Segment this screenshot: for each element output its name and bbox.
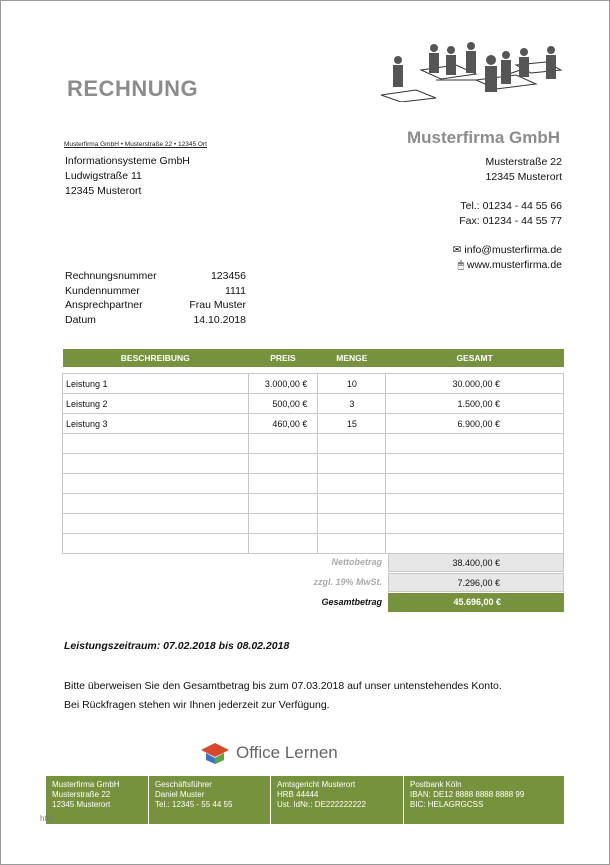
meta-label: Ansprechpartner <box>65 299 143 311</box>
cell-price: 460,00 € <box>248 414 318 434</box>
recipient-address <box>65 154 190 199</box>
company-fax: Fax: 01234 - 44 55 77 <box>459 215 562 227</box>
footer-ceo <box>149 776 271 824</box>
cell-quantity: 3 <box>318 394 386 414</box>
cell-description: Leistung 1 <box>63 374 249 394</box>
footer-company <box>46 776 149 824</box>
mouse-icon: 🖱 <box>457 259 464 271</box>
company-address <box>453 155 562 273</box>
empty-row <box>63 514 564 534</box>
meta-value: 123456 <box>210 270 246 282</box>
meta-label: Kundennummer <box>65 284 140 297</box>
footer-line: IBAN: DE12 8888 8888 8888 99 <box>410 790 525 799</box>
total-label: Gesamtbetrag <box>321 597 382 607</box>
cell-description: Leistung 3 <box>63 414 249 434</box>
meta-row <box>65 313 246 328</box>
empty-row <box>63 534 564 554</box>
meta-value: 14.10.2018 <box>193 313 246 326</box>
header-total: GESAMT <box>386 349 564 367</box>
net-value: 38.400,00 € <box>388 553 564 572</box>
company-email[interactable]: info@musterfirma.de <box>464 244 562 256</box>
total-value: 45.696,00 € <box>388 593 564 612</box>
meta-row <box>65 269 246 284</box>
cell-price: 3.000,00 € <box>248 374 318 394</box>
cell-description: Leistung 2 <box>63 394 249 414</box>
recipient-line: Ludwigstraße 11 <box>65 170 142 182</box>
table-header <box>63 349 564 367</box>
recipient-line: Informationsysteme GmbH <box>65 155 190 167</box>
cell-price: 500,00 € <box>248 394 318 414</box>
footer-line: 12345 Musterort <box>52 800 111 809</box>
team-illustration <box>376 40 566 102</box>
footer-line: HRB 44444 <box>277 790 319 799</box>
envelope-icon: ✉ <box>452 244 462 256</box>
tax-label: zzgl. 19% MwSt. <box>313 577 382 587</box>
header-quantity: MENGE <box>318 349 386 367</box>
meta-value: Frau Muster <box>189 299 246 311</box>
table-row <box>63 394 564 414</box>
company-street: Musterstraße 22 <box>485 156 562 168</box>
footer <box>46 776 564 824</box>
empty-row <box>63 494 564 514</box>
empty-row <box>63 474 564 494</box>
company-tel: Tel.: 01234 - 44 55 66 <box>460 200 562 212</box>
footer-line: Tel.: 12345 - 55 44 55 <box>155 800 233 809</box>
cell-total: 30.000,00 € <box>386 374 564 394</box>
cell-quantity: 15 <box>318 414 386 434</box>
table-row <box>63 414 564 434</box>
footer-line: BIC: HELAGRGCSS <box>410 800 484 809</box>
meta-label: Datum <box>65 313 96 326</box>
items-table <box>62 349 564 554</box>
recipient-line: 12345 Musterort <box>65 185 142 197</box>
invoice-title: RECHNUNG <box>67 76 199 101</box>
payment-text: Bitte überweisen Sie den Gesamtbetrag bis zum 07.03.2018 auf unser untenstehendes Konto. <box>64 680 502 692</box>
tax-value: 7.296,00 € <box>388 573 564 592</box>
empty-row <box>63 454 564 474</box>
sender-line: Musterfirma GmbH • Musterstraße 22 • 12345 Ort <box>64 141 207 148</box>
http-watermark: http <box>40 814 54 823</box>
meta-row <box>65 284 246 299</box>
cell-quantity: 10 <box>318 374 386 394</box>
footer-line: Musterstraße 22 <box>52 790 111 799</box>
meta-row <box>65 298 246 313</box>
footer-court <box>271 776 404 824</box>
company-name: Musterfirma GmbH <box>406 128 560 147</box>
service-period: Leistungszeitraum: 07.02.2018 bis 08.02.2018 <box>64 640 290 652</box>
header-description: BESCHREIBUNG <box>63 349 249 367</box>
contact-text: Bei Rückfragen stehen wir Ihnen jederzeit zur Verfügung. <box>64 699 330 711</box>
graduation-cap-icon <box>200 741 230 765</box>
footer-line: Ust. IdNr.: DE222222222 <box>277 800 366 809</box>
company-web-row <box>453 258 562 273</box>
footer-line: Geschäftsführer <box>155 780 212 789</box>
footer-line: Daniel Muster <box>155 790 205 799</box>
net-label: Nettobetrag <box>331 557 382 567</box>
empty-row <box>63 434 564 454</box>
total-row <box>62 593 564 612</box>
footer-line: Musterfirma GmbH <box>52 780 120 789</box>
meta-label: Rechnungsnummer <box>65 270 157 282</box>
table-row <box>63 374 564 394</box>
footer-line: Amtsgericht Musterort <box>277 780 356 789</box>
footer-bank <box>404 776 564 824</box>
logo-text: Office Lernen <box>236 743 338 762</box>
footer-line: Postbank Köln <box>410 780 462 789</box>
company-email-row <box>453 243 562 258</box>
office-lernen-logo <box>200 741 338 765</box>
cell-total: 6.900,00 € <box>386 414 564 434</box>
invoice-meta <box>65 269 246 327</box>
tax-row <box>62 573 564 592</box>
cell-total: 1.500,00 € <box>386 394 564 414</box>
meta-value: 1111 <box>224 284 246 297</box>
company-web[interactable]: www.musterfirma.de <box>466 259 562 271</box>
company-city: 12345 Musterort <box>485 171 562 183</box>
net-row <box>62 553 564 572</box>
header-price: PREIS <box>248 349 318 367</box>
